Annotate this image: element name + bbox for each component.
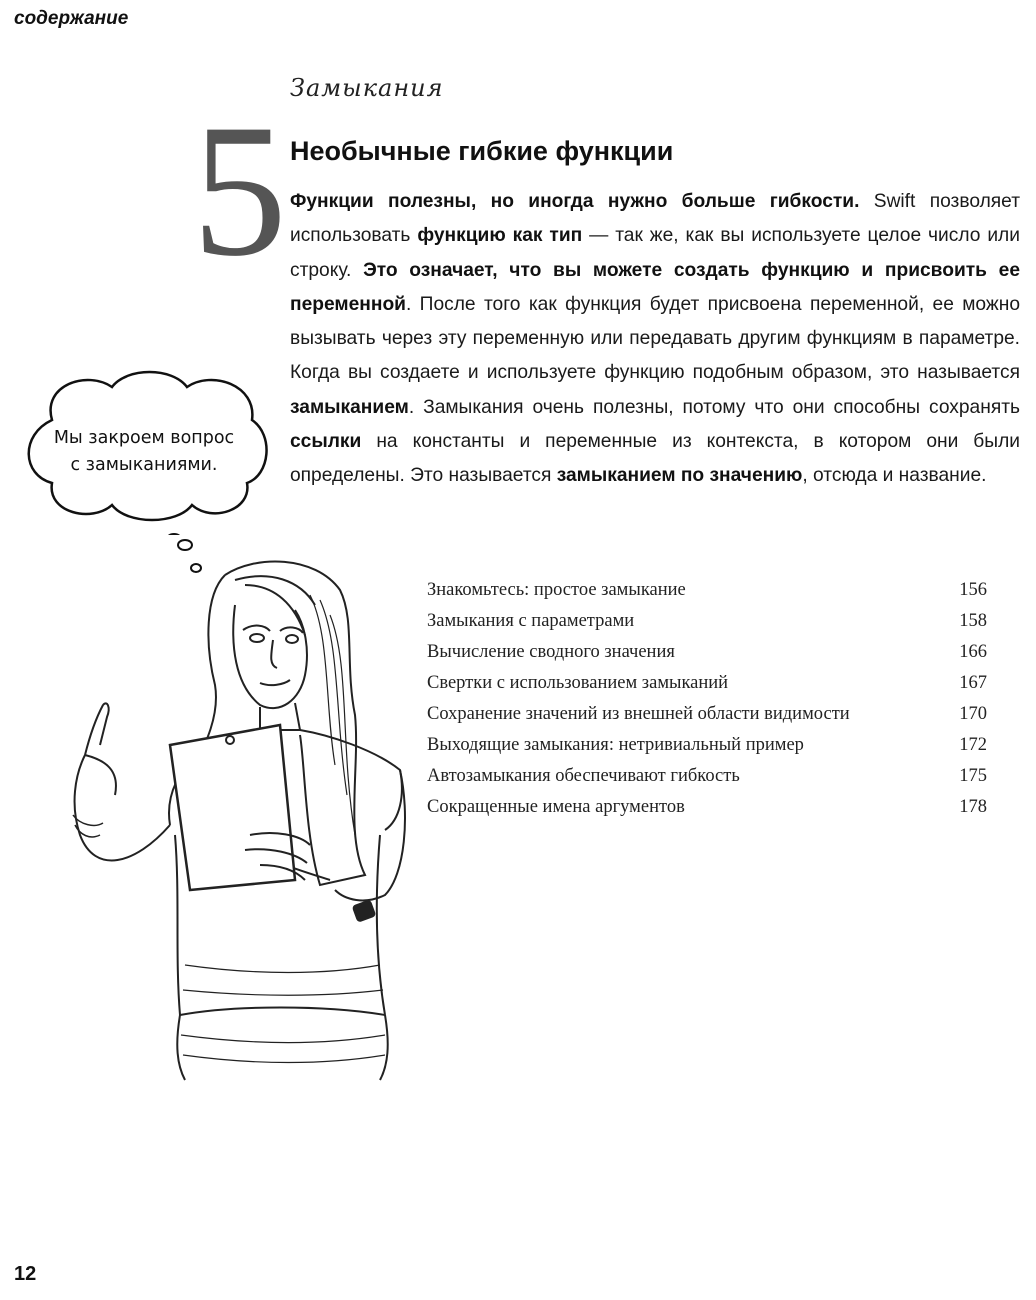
intro-bold-11: замыканием по значению: [556, 465, 803, 487]
page-number: 12: [14, 1263, 37, 1285]
toc-page: 158: [959, 611, 987, 631]
toc-page: 175: [959, 766, 987, 786]
bubble-text: [44, 425, 244, 479]
chapter-intro: [290, 185, 1020, 494]
intro-text-6: . После того как функция будет присвоена переменной, ее можно вызывать через эту переменную или передавать другим функциям в параметре. Когда вы создаете и используете функцию подобным образом, это называется: [290, 293, 1020, 384]
toc-row[interactable]: [427, 575, 987, 606]
toc-page: 167: [959, 673, 987, 693]
toc-title: Свертки с использованием замыканий: [427, 673, 729, 693]
chapter-title: Необычные гибкие функции: [290, 136, 674, 166]
intro-text-2: Swift позволяет использовать: [290, 191, 1020, 247]
intro-text-4: — так же, как вы используете целое число или строку.: [290, 225, 1020, 281]
toc-row[interactable]: [427, 730, 987, 761]
running-head: содержание: [14, 8, 129, 29]
toc-title: Вычисление сводного значения: [427, 642, 675, 662]
intro-bold-7: замыканием: [290, 396, 409, 418]
intro-bold-5: Это означает, что вы можете создать функцию и присвоить ее переменной: [290, 259, 1020, 315]
chapter-label: Замыкания: [290, 74, 444, 102]
toc-page: 166: [959, 642, 987, 662]
chapter-number: 5: [192, 86, 287, 296]
toc-title: Замыкания с параметрами: [427, 611, 635, 631]
bubble-line-2: с замыканиями.: [70, 455, 218, 475]
intro-text-8: . Замыкания очень полезны, потому что они способны сохранять: [408, 396, 1020, 418]
chapter-toc: [427, 575, 987, 823]
toc-row[interactable]: [427, 668, 987, 699]
toc-title: Сокращенные имена аргументов: [427, 797, 685, 817]
intro-text-10: на константы и переменные из контекста, в котором они были определены. Это называется: [290, 431, 1020, 487]
toc-title: Сохранение значений из внешней области видимости: [427, 704, 850, 724]
intro-bold-1: Функции полезны, но иногда нужно больше гибкости.: [290, 191, 860, 212]
toc-title: Знакомьтесь: простое замыкание: [427, 580, 686, 600]
toc-page: 170: [959, 704, 987, 724]
toc-page: 178: [959, 797, 987, 817]
toc-title: Автозамыкания обеспечивают гибкость: [427, 766, 740, 786]
toc-row[interactable]: [427, 699, 987, 730]
woman-illustration: [55, 535, 415, 1085]
bubble-line-1: Мы закроем вопрос: [53, 428, 235, 448]
toc-row[interactable]: [427, 637, 987, 668]
intro-bold-9: ссылки: [290, 431, 362, 453]
toc-row[interactable]: [427, 761, 987, 792]
toc-title: Выходящие замыкания: нетривиальный пример: [427, 735, 804, 755]
toc-page: 156: [959, 580, 987, 600]
intro-text-12: , отсюда и название.: [802, 465, 987, 487]
toc-row[interactable]: [427, 606, 987, 637]
toc-row[interactable]: [427, 792, 987, 823]
intro-bold-3: функцию как тип: [417, 225, 583, 247]
toc-page: 172: [959, 735, 987, 755]
